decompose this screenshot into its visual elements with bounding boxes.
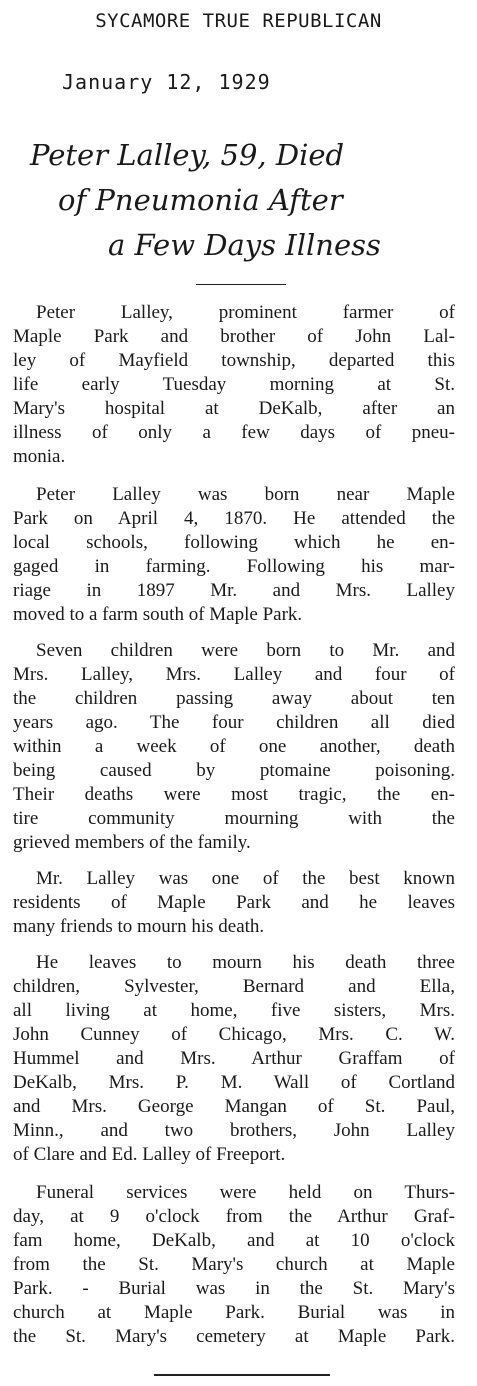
article-line: Their deaths were most tragic, the en- — [13, 784, 455, 805]
article-line: many friends to mourn his death. — [13, 916, 265, 937]
article-line: Peter Lalley was born near Maple — [36, 484, 455, 505]
article-line: ley of Mayfield township, departed this — [13, 350, 455, 371]
article-line: He leaves to mourn his death three — [36, 952, 455, 973]
article-line: Funeral services were held on Thurs- — [36, 1182, 455, 1203]
article-line: from the St. Mary's church at Maple — [13, 1254, 455, 1275]
article-line: Park. - Burial was in the St. Mary's — [13, 1278, 455, 1299]
article-line: being caused by ptomaine poisoning. — [13, 760, 455, 781]
headline-line-3: a Few Days Illness — [108, 228, 381, 262]
article-line: Park on April 4, 1870. He attended the — [13, 508, 455, 529]
article-line: church at Maple Park. Burial was in — [13, 1302, 455, 1323]
article-line: John Cunney of Chicago, Mrs. C. W. — [13, 1024, 455, 1045]
headline-divider — [196, 284, 286, 285]
article-line: moved to a farm south of Maple Park. — [13, 604, 303, 625]
article-end-rule — [154, 1374, 330, 1376]
article-line: day, at 9 o'clock from the Arthur Graf- — [13, 1206, 455, 1227]
article-line: all living at home, five sisters, Mrs. — [13, 1000, 455, 1021]
article-line: illness of only a few days of pneu- — [13, 422, 455, 443]
article-line: monia. — [13, 446, 66, 467]
article-line: within a week of one another, death — [13, 736, 455, 757]
article-line: Seven children were born to Mr. and — [36, 640, 455, 661]
article-line: the St. Mary's cemetery at Maple Park. — [13, 1326, 455, 1347]
article-line: DeKalb, Mrs. P. M. Wall of Cortland — [13, 1072, 455, 1093]
article-line: residents of Maple Park and he leaves — [13, 892, 455, 913]
article-line: local schools, following which he en- — [13, 532, 455, 553]
article-line: Mrs. Lalley, Mrs. Lalley and four of — [13, 664, 455, 685]
headline-line-2: of Pneumonia After — [58, 183, 343, 217]
article-line: the children passing away about ten — [13, 688, 455, 709]
article-line: and Mrs. George Mangan of St. Paul, — [13, 1096, 455, 1117]
article-line: Mr. Lalley was one of the best known — [36, 868, 455, 889]
article-line: riage in 1897 Mr. and Mrs. Lalley — [13, 580, 455, 601]
article-line: grieved members of the family. — [13, 832, 251, 853]
article-line: Maple Park and brother of John Lal- — [13, 326, 455, 347]
article-line: years ago. The four children all died — [13, 712, 455, 733]
article-line: fam home, DeKalb, and at 10 o'clock — [13, 1230, 455, 1251]
article-line: tire community mourning with the — [13, 808, 455, 829]
article-line: of Clare and Ed. Lalley of Freeport. — [13, 1144, 286, 1165]
article-line: Peter Lalley, prominent farmer of — [36, 302, 455, 323]
article-line: Minn., and two brothers, John Lalley — [13, 1120, 455, 1141]
article-line: life early Tuesday morning at St. — [13, 374, 455, 395]
headline-line-1: Peter Lalley, 59, Died — [30, 138, 345, 172]
article-line: gaged in farming. Following his mar- — [13, 556, 455, 577]
article-line: Hummel and Mrs. Arthur Graffam of — [13, 1048, 455, 1069]
article-line: children, Sylvester, Bernard and Ella, — [13, 976, 455, 997]
newspaper-masthead: SYCAMORE TRUE REPUBLICAN — [95, 10, 382, 32]
article-line: Mary's hospital at DeKalb, after an — [13, 398, 455, 419]
publication-date: January 12, 1929 — [62, 70, 271, 94]
